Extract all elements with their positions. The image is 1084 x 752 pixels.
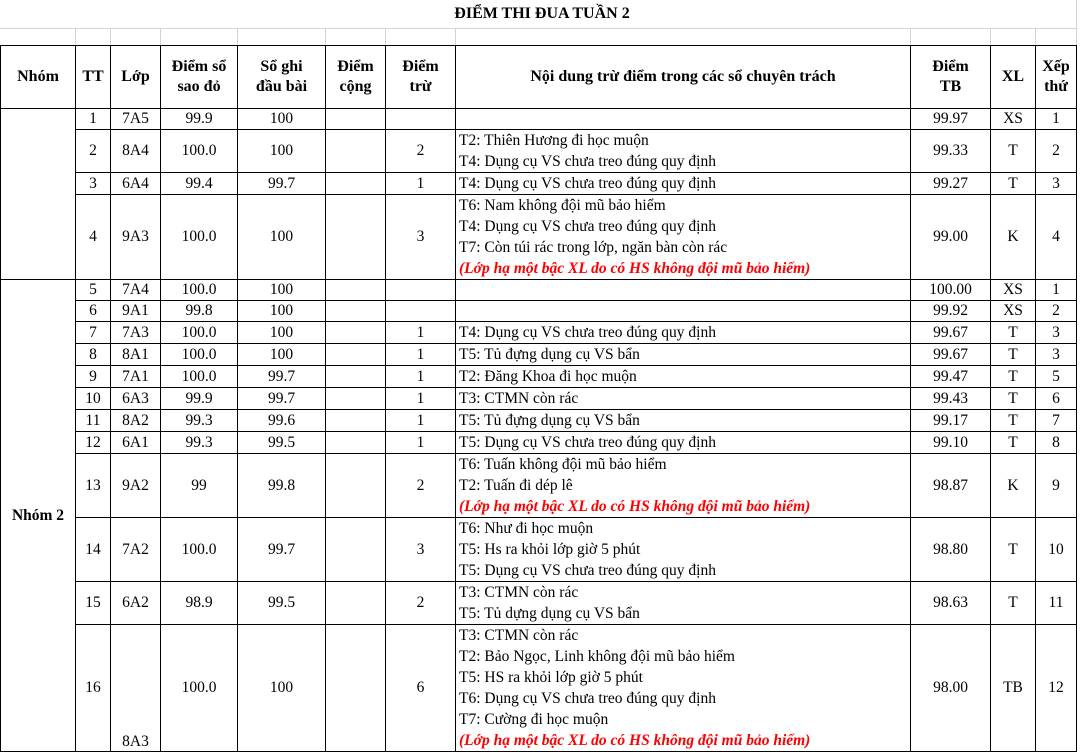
- cell-diem-tb: 99.33: [911, 130, 991, 173]
- cell-tt: 16: [76, 625, 111, 752]
- cell-sao-do: 100.0: [161, 195, 238, 280]
- cell-sao-do: 99: [161, 454, 238, 518]
- content-line: T4: Dụng cụ VS chưa treo đúng quy định: [459, 324, 716, 341]
- cell-dau-bai: 100: [238, 344, 326, 366]
- demotion-note: (Lớp hạ một bậc XL do có HS không đội mũ bảo hiểm): [459, 260, 811, 277]
- content-line: T3: CTMN còn rác: [459, 390, 579, 407]
- cell-xl: TB: [991, 625, 1036, 752]
- table-row: [1, 173, 1077, 195]
- cell-content: [456, 432, 911, 454]
- content-line: T6: Nam không đội mũ bảo hiểm: [459, 197, 666, 214]
- cell-sao-do: 99.9: [161, 388, 238, 410]
- cell-class: 6A2: [111, 582, 161, 625]
- table-row: [1, 130, 1077, 173]
- cell-xl: T: [991, 130, 1036, 173]
- cell-tt: 11: [76, 410, 111, 432]
- cell-xep-thu: 7: [1036, 410, 1077, 432]
- cell-tt: 15: [76, 582, 111, 625]
- cell-xl: T: [991, 582, 1036, 625]
- header-xep-thu: Xếp thứ: [1036, 46, 1077, 109]
- cell-xep-thu: 3: [1036, 322, 1077, 344]
- cell-content: [456, 195, 911, 280]
- content-line: T7: Còn túi rác trong lớp, ngăn bàn còn rác: [459, 239, 728, 256]
- cell-class: 7A1: [111, 366, 161, 388]
- cell-diem-cong: [326, 130, 386, 173]
- cell-xl: XS: [991, 301, 1036, 322]
- cell-tt: 8: [76, 344, 111, 366]
- cell-content: [456, 280, 911, 301]
- cell-sao-do: 100.0: [161, 366, 238, 388]
- content-line: T2: Tuấn đi dép lê: [459, 477, 573, 494]
- cell-content: [456, 518, 911, 582]
- cell-diem-tb: 99.27: [911, 173, 991, 195]
- cell-xl: T: [991, 366, 1036, 388]
- cell-diem-tru: 3: [386, 518, 456, 582]
- cell-xep-thu: 8: [1036, 432, 1077, 454]
- group-label: Nhóm 2: [1, 280, 76, 752]
- cell-content: [456, 322, 911, 344]
- content-line: T2: Thiên Hương đi học muộn: [459, 132, 649, 149]
- cell-diem-tb: 99.43: [911, 388, 991, 410]
- cell-sao-do: 100.0: [161, 344, 238, 366]
- content-line: T4: Dụng cụ VS chưa treo đúng quy định: [459, 153, 716, 170]
- cell-diem-cong: [326, 322, 386, 344]
- cell-diem-cong: [326, 625, 386, 752]
- cell-class: 7A2: [111, 518, 161, 582]
- cell-class: 6A1: [111, 432, 161, 454]
- cell-dau-bai: 100: [238, 322, 326, 344]
- cell-sao-do: 99.3: [161, 432, 238, 454]
- demotion-note: (Lớp hạ một bậc XL do có HS không đội mũ bảo hiểm): [459, 732, 811, 749]
- cell-diem-tru: 3: [386, 195, 456, 280]
- cell-diem-tru: 1: [386, 410, 456, 432]
- cell-diem-tb: 98.80: [911, 518, 991, 582]
- cell-tt: 3: [76, 173, 111, 195]
- cell-dau-bai: 100: [238, 109, 326, 130]
- cell-dau-bai: 99.8: [238, 454, 326, 518]
- cell-dau-bai: 99.5: [238, 582, 326, 625]
- cell-content: [456, 366, 911, 388]
- table-row: [1, 195, 1077, 280]
- cell-xl: T: [991, 432, 1036, 454]
- cell-diem-cong: [326, 410, 386, 432]
- cell-diem-tru: 1: [386, 344, 456, 366]
- cell-diem-tb: 99.67: [911, 322, 991, 344]
- content-line: T5: Dụng cụ VS chưa treo đúng quy định: [459, 434, 716, 451]
- cell-sao-do: 99.9: [161, 109, 238, 130]
- cell-xl: T: [991, 344, 1036, 366]
- cell-diem-tb: 98.63: [911, 582, 991, 625]
- table-row: [1, 518, 1077, 582]
- cell-dau-bai: 99.7: [238, 173, 326, 195]
- cell-class: 6A3: [111, 388, 161, 410]
- cell-class: 9A3: [111, 195, 161, 280]
- cell-class: 6A4: [111, 173, 161, 195]
- table-row: [1, 344, 1077, 366]
- table-row: [1, 410, 1077, 432]
- cell-diem-tru: [386, 301, 456, 322]
- cell-diem-cong: [326, 195, 386, 280]
- cell-xep-thu: 5: [1036, 366, 1077, 388]
- cell-xl: T: [991, 322, 1036, 344]
- cell-dau-bai: 100: [238, 280, 326, 301]
- cell-tt: 5: [76, 280, 111, 301]
- cell-diem-tru: 2: [386, 130, 456, 173]
- cell-xep-thu: 4: [1036, 195, 1077, 280]
- cell-tt: 12: [76, 432, 111, 454]
- header-diem-tb: Điểm TB: [911, 46, 991, 109]
- content-line: T2: Bảo Ngọc, Linh không đội mũ bảo hiểm: [459, 648, 735, 665]
- cell-diem-tb: 98.87: [911, 454, 991, 518]
- header-tt: TT: [76, 46, 111, 109]
- cell-dau-bai: 100: [238, 130, 326, 173]
- cell-diem-cong: [326, 280, 386, 301]
- cell-content: [456, 454, 911, 518]
- cell-class: 7A4: [111, 280, 161, 301]
- cell-diem-cong: [326, 454, 386, 518]
- cell-xep-thu: 3: [1036, 173, 1077, 195]
- cell-diem-cong: [326, 109, 386, 130]
- cell-dau-bai: 99.7: [238, 366, 326, 388]
- table-row: [1, 432, 1077, 454]
- content-line: T6: Như đi học muộn: [459, 520, 594, 537]
- cell-content: [456, 388, 911, 410]
- score-table: [0, 45, 1077, 752]
- cell-tt: 14: [76, 518, 111, 582]
- cell-diem-tru: 1: [386, 366, 456, 388]
- cell-diem-tb: 99.97: [911, 109, 991, 130]
- cell-dau-bai: 99.7: [238, 518, 326, 582]
- cell-diem-tb: 99.10: [911, 432, 991, 454]
- cell-content: [456, 130, 911, 173]
- sheet-title: ĐIỂM THI ĐUA TUẦN 2: [454, 5, 630, 22]
- cell-sao-do: 99.4: [161, 173, 238, 195]
- cell-diem-tru: 1: [386, 388, 456, 410]
- cell-xep-thu: 3: [1036, 344, 1077, 366]
- cell-diem-tb: 99.47: [911, 366, 991, 388]
- header-sao-do: Điểm sổ sao đỏ: [161, 46, 238, 109]
- cell-dau-bai: 99.6: [238, 410, 326, 432]
- header-content: Nội dung trừ điểm trong các sổ chuyên trách: [456, 46, 911, 109]
- cell-dau-bai: 100: [238, 625, 326, 752]
- cell-sao-do: 100.0: [161, 322, 238, 344]
- cell-content: [456, 410, 911, 432]
- cell-class: 8A1: [111, 344, 161, 366]
- content-line: T4: Dụng cụ VS chưa treo đúng quy định: [459, 175, 716, 192]
- content-line: T2: Đăng Khoa đi học muộn: [459, 368, 637, 385]
- table-row: [1, 280, 1077, 301]
- content-line: T5: Tủ đựng dụng cụ VS bẩn: [459, 412, 640, 429]
- content-line: T3: CTMN còn rác: [459, 627, 579, 644]
- cell-tt: 7: [76, 322, 111, 344]
- cell-xl: T: [991, 518, 1036, 582]
- cell-xep-thu: 10: [1036, 518, 1077, 582]
- cell-diem-tru: 2: [386, 582, 456, 625]
- cell-xep-thu: 9: [1036, 454, 1077, 518]
- content-line: T4: Dụng cụ VS chưa treo đúng quy định: [459, 218, 716, 235]
- cell-xep-thu: 11: [1036, 582, 1077, 625]
- cell-xep-thu: 2: [1036, 301, 1077, 322]
- cell-class: 7A5: [111, 109, 161, 130]
- cell-content: [456, 625, 911, 752]
- cell-xl: K: [991, 454, 1036, 518]
- cell-dau-bai: 100: [238, 301, 326, 322]
- content-line: T6: Dụng cụ VS chưa treo đúng quy định: [459, 690, 716, 707]
- content-line: T5: Tủ dựng dụng cụ VS bẩn: [459, 605, 640, 622]
- table-row: [1, 109, 1077, 130]
- cell-class: 9A1: [111, 301, 161, 322]
- cell-diem-tru: 1: [386, 322, 456, 344]
- cell-diem-cong: [326, 518, 386, 582]
- cell-class: 8A4: [111, 130, 161, 173]
- cell-diem-tru: 6: [386, 625, 456, 752]
- cell-diem-tb: 99.92: [911, 301, 991, 322]
- cell-sao-do: 100.0: [161, 625, 238, 752]
- cell-sao-do: 100.0: [161, 130, 238, 173]
- cell-diem-tru: [386, 280, 456, 301]
- cell-content: [456, 109, 911, 130]
- cell-tt: 10: [76, 388, 111, 410]
- cell-diem-cong: [326, 344, 386, 366]
- cell-xep-thu: 12: [1036, 625, 1077, 752]
- cell-dau-bai: 99.5: [238, 432, 326, 454]
- cell-class: 9A2: [111, 454, 161, 518]
- cell-diem-cong: [326, 582, 386, 625]
- cell-sao-do: 99.8: [161, 301, 238, 322]
- table-row: [1, 625, 1077, 752]
- demotion-note: (Lớp hạ một bậc XL do có HS không đội mũ bảo hiểm): [459, 498, 811, 515]
- table-row: [1, 454, 1077, 518]
- cell-diem-tb: 98.00: [911, 625, 991, 752]
- header-dau-bai: Sổ ghi đầu bài: [238, 46, 326, 109]
- empty-grid-row: [0, 28, 1076, 46]
- cell-xep-thu: 6: [1036, 388, 1077, 410]
- cell-tt: 13: [76, 454, 111, 518]
- header-diem-cong: Điểm cộng: [326, 46, 386, 109]
- content-line: T5: Tủ đựng dụng cụ VS bẩn: [459, 346, 640, 363]
- cell-diem-tru: 2: [386, 454, 456, 518]
- cell-content: [456, 173, 911, 195]
- cell-sao-do: 99.3: [161, 410, 238, 432]
- table-row: [1, 366, 1077, 388]
- cell-dau-bai: 100: [238, 195, 326, 280]
- content-line: T3: CTMN còn rác: [459, 584, 579, 601]
- content-line: T6: Tuấn không đội mũ bảo hiểm: [459, 456, 667, 473]
- cell-diem-cong: [326, 301, 386, 322]
- cell-content: [456, 344, 911, 366]
- cell-tt: 9: [76, 366, 111, 388]
- table-row: [1, 388, 1077, 410]
- cell-tt: 1: [76, 109, 111, 130]
- cell-content: [456, 301, 911, 322]
- cell-diem-tb: 99.00: [911, 195, 991, 280]
- cell-diem-cong: [326, 366, 386, 388]
- cell-sao-do: 100.0: [161, 518, 238, 582]
- cell-class: 7A3: [111, 322, 161, 344]
- cell-diem-tb: 99.67: [911, 344, 991, 366]
- cell-diem-cong: [326, 173, 386, 195]
- cell-sao-do: 100.0: [161, 280, 238, 301]
- cell-tt: 2: [76, 130, 111, 173]
- cell-diem-tru: [386, 109, 456, 130]
- cell-content: [456, 582, 911, 625]
- cell-class: 8A2: [111, 410, 161, 432]
- cell-xl: K: [991, 195, 1036, 280]
- grid-column-edge: [1076, 0, 1084, 744]
- header-xl: XL: [991, 46, 1036, 109]
- content-line: T5: Hs ra khỏi lớp giờ 5 phút: [459, 541, 641, 558]
- cell-xl: T: [991, 388, 1036, 410]
- table-row: [1, 322, 1077, 344]
- content-line: T5: Dụng cụ VS chưa treo đúng quy định: [459, 562, 716, 579]
- cell-diem-tb: 100.00: [911, 280, 991, 301]
- cell-tt: 4: [76, 195, 111, 280]
- cell-class: 8A3: [111, 625, 161, 752]
- cell-diem-cong: [326, 432, 386, 454]
- header-class: Lớp: [111, 46, 161, 109]
- cell-sao-do: 98.9: [161, 582, 238, 625]
- table-row: [1, 301, 1077, 322]
- content-line: T7: Cường đi học muộn: [459, 711, 609, 728]
- header-group: Nhóm: [1, 46, 76, 109]
- cell-diem-tru: 1: [386, 173, 456, 195]
- table-row: [1, 582, 1077, 625]
- cell-xl: T: [991, 410, 1036, 432]
- cell-xep-thu: 1: [1036, 109, 1077, 130]
- header-diem-tru: Điểm trừ: [386, 46, 456, 109]
- cell-xl: XS: [991, 109, 1036, 130]
- cell-xl: T: [991, 173, 1036, 195]
- cell-xep-thu: 2: [1036, 130, 1077, 173]
- cell-dau-bai: 99.7: [238, 388, 326, 410]
- content-line: T5: HS ra khỏi lớp giờ 5 phút: [459, 669, 643, 686]
- cell-xl: XS: [991, 280, 1036, 301]
- group-label: [1, 109, 76, 280]
- header-row: [1, 46, 1077, 109]
- cell-tt: 6: [76, 301, 111, 322]
- cell-diem-cong: [326, 388, 386, 410]
- cell-diem-tb: 99.17: [911, 410, 991, 432]
- cell-diem-tru: 1: [386, 432, 456, 454]
- cell-xep-thu: 1: [1036, 280, 1077, 301]
